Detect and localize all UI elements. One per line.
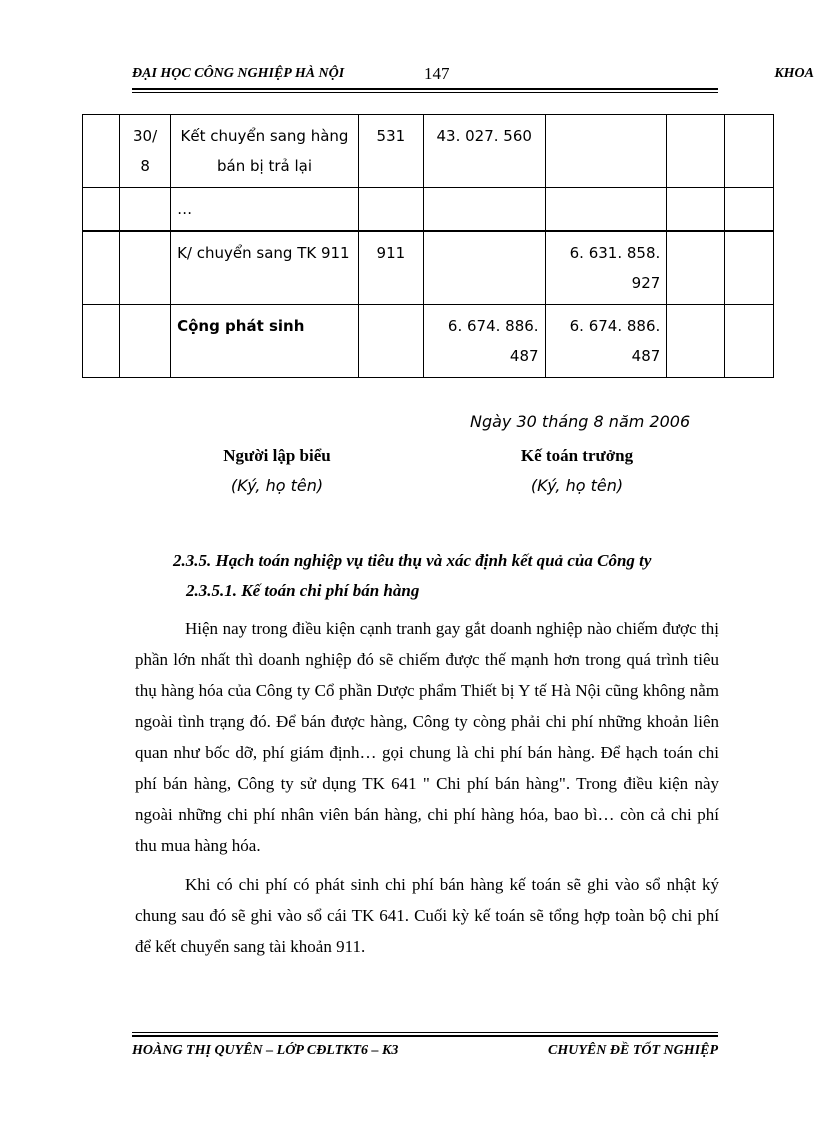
page-footer [132, 1039, 718, 1061]
table-cell [545, 188, 667, 232]
ledger-table [82, 114, 774, 378]
table-cell [423, 231, 545, 305]
table-row [83, 188, 774, 232]
signature-left [192, 446, 362, 495]
signature-right [492, 446, 662, 495]
table-row [83, 231, 774, 305]
table-cell: 6. 674. 886. 487 [545, 305, 667, 378]
table-cell [83, 115, 120, 188]
page-header [132, 64, 816, 84]
header-rule-thin [132, 92, 718, 93]
paragraph: Khi có chi phí có phát sinh chi phí bán hàng kế toán sẽ ghi vào sổ nhật ký chung sau đó sẽ ghi vào sổ cái TK 641. Cuối kỳ kế toán sẽ tổng hợp toàn bộ chi phí để kết chuyển sang tài khoản 911. [135, 875, 719, 956]
table-cell [423, 188, 545, 232]
subsection-heading: 2.3.5.1. Kế toán chi phí bán hàng [186, 581, 420, 600]
table-cell [667, 115, 725, 188]
signature-right-title: Kế toán trưởng [520, 446, 634, 465]
table-cell [667, 231, 725, 305]
table-cell: 30/ 8 [120, 115, 171, 188]
table-cell [725, 188, 774, 232]
table-row [83, 305, 774, 378]
table-cell [120, 231, 171, 305]
table-cell [120, 188, 171, 232]
header-right: KHOA [774, 66, 814, 81]
header-school: ĐẠI HỌC CÔNG NGHIỆP HÀ NỘI [132, 66, 345, 81]
table-cell [725, 231, 774, 305]
table-row [83, 115, 774, 188]
table-cell [667, 188, 725, 232]
table-cell: Kết chuyển sang hàng bán bị trả lại [171, 115, 359, 188]
table-cell [83, 305, 120, 378]
table-cell [120, 305, 171, 378]
table-cell [667, 305, 725, 378]
table-cell [358, 188, 423, 232]
table-cell: 6. 674. 886. 487 [423, 305, 545, 378]
table-cell [725, 305, 774, 378]
table-cell: 531 [358, 115, 423, 188]
table-cell [83, 231, 120, 305]
table-cell [725, 115, 774, 188]
table-cell: 43. 027. 560 [423, 115, 545, 188]
table-cell: K/ chuyển sang TK 911 [171, 231, 359, 305]
table-cell [545, 115, 667, 188]
footer-author: HOÀNG THỊ QUYÊN – LỚP CĐLTKT6 – K3 [132, 1043, 399, 1058]
table-cell [358, 305, 423, 378]
table-cell [83, 188, 120, 232]
date-line: Ngày 30 tháng 8 năm 2006 [470, 412, 691, 431]
footer-rule [132, 1035, 718, 1037]
table-cell: Cộng phát sinh [171, 305, 359, 378]
footer-rule-thin [132, 1032, 718, 1033]
page-number: 147 [424, 64, 450, 83]
table-cell: 911 [358, 231, 423, 305]
paragraph: Hiện nay trong điều kiện cạnh tranh gay gắt doanh nghiệp nào chiếm được thị phần lớn nhất thì doanh nghiệp đó sẽ chiếm được thế mạnh hơn trong quá trình tiêu thụ hàng hóa của Công ty Cổ phần Dược phẩm Thiết bị Y tế Hà Nội cũng không nằm ngoài tình trạng đó. Để bán được hàng, Công ty còng phải chi phí những khoản liên quan như bốc dỡ, phí giám định… gọi chung là chi phí bán hàng. Để hạch toán chi phí bán hàng, Công ty sử dụng TK 641 " Chi phí bán hàng". Trong điều kiện này ngoài những chi phí nhân viên bán hàng, chi phí hàng hóa, bao bì… còn cả chi phí thu mua hàng hóa. [135, 619, 719, 855]
signature-left-title: Người lập biểu [223, 446, 331, 465]
body-text [135, 613, 719, 962]
table-cell: 6. 631. 858. 927 [545, 231, 667, 305]
header-rule [132, 88, 718, 90]
signature-left-sub: (Ký, họ tên) [230, 476, 324, 495]
table-cell: … [171, 188, 359, 232]
signature-right-sub: (Ký, họ tên) [530, 476, 624, 495]
footer-title: CHUYÊN ĐỀ TỐT NGHIỆP [548, 1043, 718, 1058]
section-heading: 2.3.5. Hạch toán nghiệp vụ tiêu thụ và xác định kết quả của Công ty [173, 551, 652, 570]
